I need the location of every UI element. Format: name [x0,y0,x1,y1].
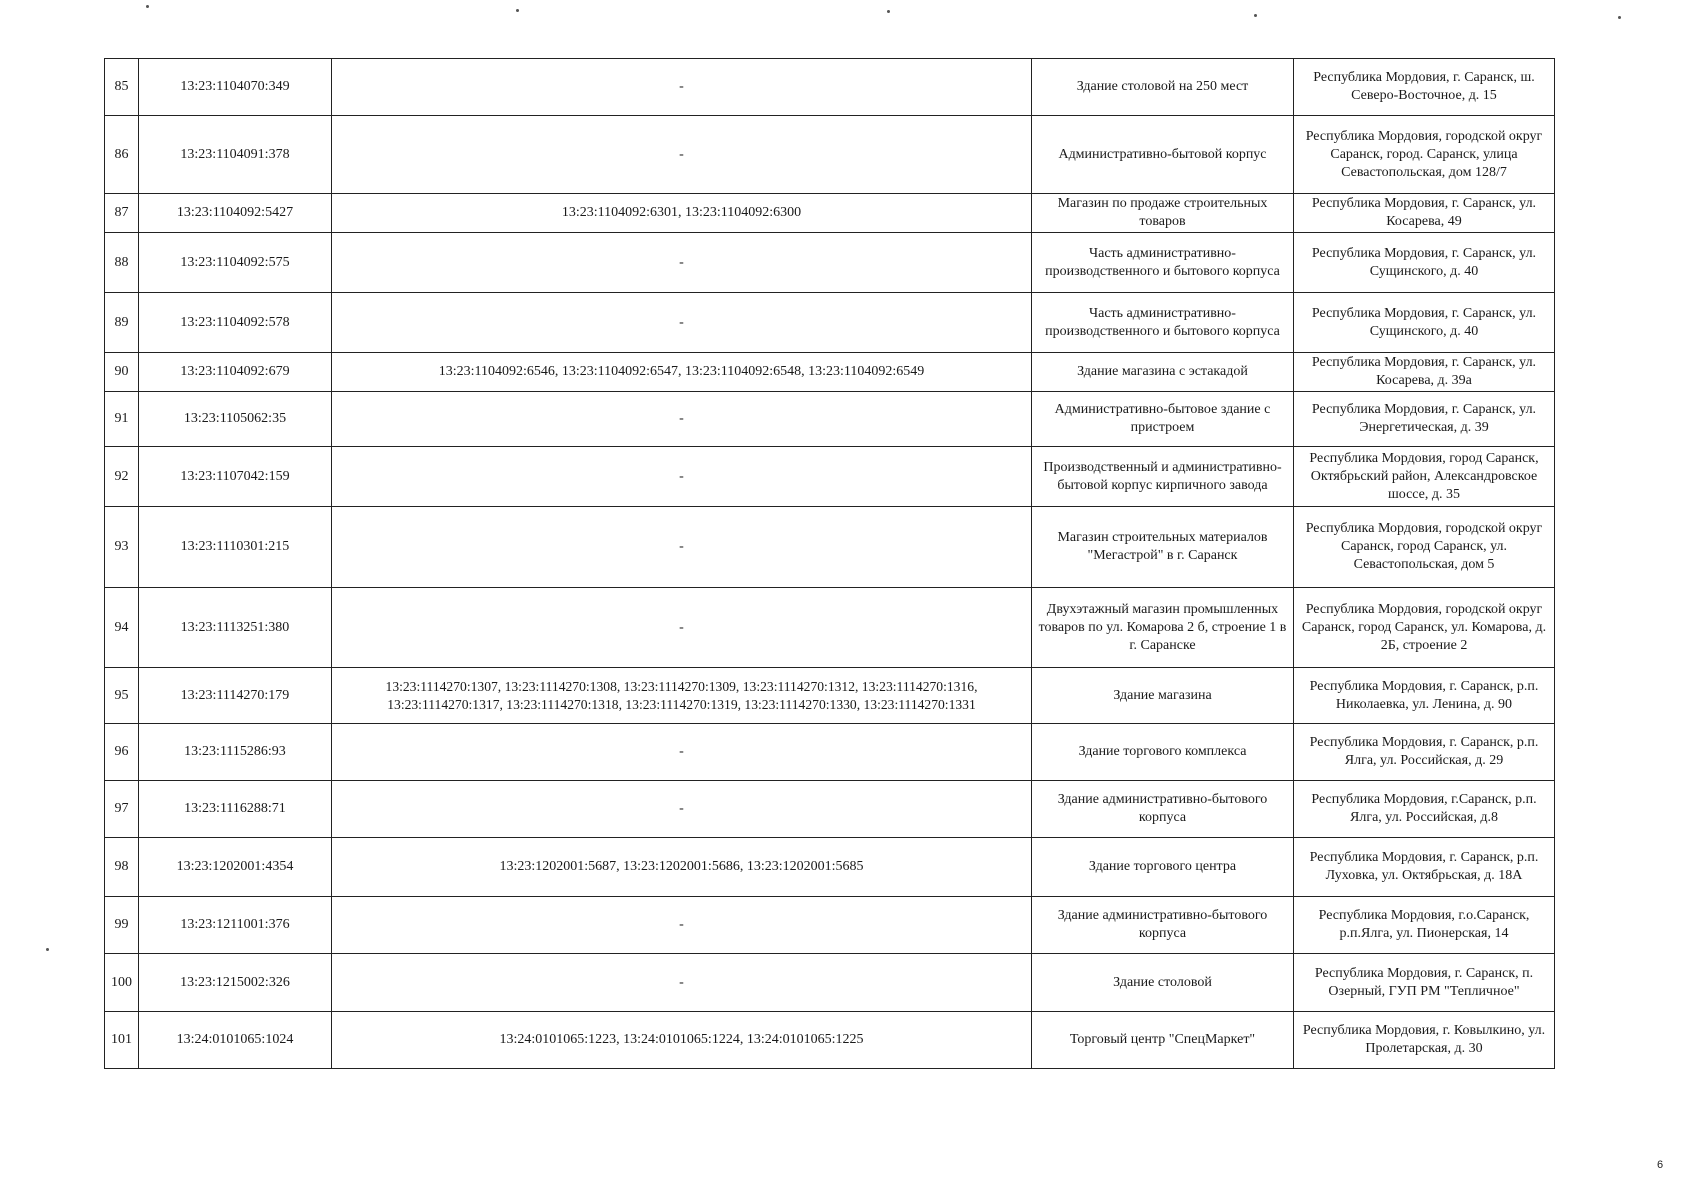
related-objects-cell: - [332,507,1032,588]
scan-speck [516,9,519,12]
related-objects-cell: 13:23:1104092:6301, 13:23:1104092:6300 [332,194,1032,233]
object-name-cell: Производственный и административно-бытовой корпус кирпичного завода [1032,447,1294,507]
table-row [105,233,1555,293]
object-name-cell: Здание административно-бытового корпуса [1032,897,1294,954]
table-row [105,668,1555,724]
object-name-cell: Здание магазина [1032,668,1294,724]
cadastral-number-cell: 13:23:1104070:349 [139,59,332,116]
row-number-cell: 98 [105,838,139,897]
object-name-cell: Здание торгового комплекса [1032,724,1294,781]
address-cell: Республика Мордовия, г. Ковылкино, ул. Пролетарская, д. 30 [1294,1012,1555,1069]
address-cell: Республика Мордовия, г. Саранск, ул. Косарева, 49 [1294,194,1555,233]
row-number-cell: 88 [105,233,139,293]
registry-table-body [105,59,1555,1069]
object-name-cell: Магазин по продаже строительных товаров [1032,194,1294,233]
row-number-cell: 93 [105,507,139,588]
related-objects-cell: 13:23:1114270:1307, 13:23:1114270:1308, 13:23:1114270:1309, 13:23:1114270:1312, 13:23:1114270:1316, 13:23:1114270:1317, 13:23:1114270:1318, 13:23:1114270:1319, 13:23:1114270:1330, 13:23:1114270:1331 [332,668,1032,724]
address-cell: Республика Мордовия, городской округ Саранск, город. Саранск, улица Севастопольская, дом 128/7 [1294,116,1555,194]
scan-speck [1618,16,1621,19]
object-name-cell: Торговый центр "СпецМаркет" [1032,1012,1294,1069]
table-row [105,724,1555,781]
related-objects-cell: - [332,59,1032,116]
related-objects-cell: - [332,392,1032,447]
row-number-cell: 92 [105,447,139,507]
cadastral-number-cell: 13:23:1104092:575 [139,233,332,293]
object-name-cell: Двухэтажный магазин промышленных товаров по ул. Комарова 2 б, строение 1 в г. Саранске [1032,588,1294,668]
table-row [105,392,1555,447]
table-row [105,116,1555,194]
cadastral-number-cell: 13:23:1113251:380 [139,588,332,668]
row-number-cell: 95 [105,668,139,724]
related-objects-cell: - [332,954,1032,1012]
row-number-cell: 101 [105,1012,139,1069]
address-cell: Республика Мордовия, городской округ Саранск, город Саранск, ул. Севастопольская, дом 5 [1294,507,1555,588]
table-row [105,588,1555,668]
table-row [105,954,1555,1012]
row-number-cell: 90 [105,353,139,392]
cadastral-number-cell: 13:23:1114270:179 [139,668,332,724]
cadastral-number-cell: 13:23:1105062:35 [139,392,332,447]
object-name-cell: Часть административно-производственного и бытового корпуса [1032,233,1294,293]
object-name-cell: Административно-бытовое здание с пристроем [1032,392,1294,447]
address-cell: Республика Мордовия, г. Саранск, ш. Северо-Восточное, д. 15 [1294,59,1555,116]
related-objects-cell: - [332,233,1032,293]
cadastral-number-cell: 13:23:1104092:578 [139,293,332,353]
address-cell: Республика Мордовия, г. Саранск, ул. Энергетическая, д. 39 [1294,392,1555,447]
address-cell: Республика Мордовия, г.о.Саранск, р.п.Ялга, ул. Пионерская, 14 [1294,897,1555,954]
table-row [105,293,1555,353]
cadastral-number-cell: 13:23:1115286:93 [139,724,332,781]
address-cell: Республика Мордовия, г. Саранск, ул. Сущинского, д. 40 [1294,233,1555,293]
object-name-cell: Магазин строительных материалов "Мегастрой" в г. Саранск [1032,507,1294,588]
address-cell: Республика Мордовия, г.Саранск, р.п. Ялга, ул. Российская, д.8 [1294,781,1555,838]
table-row [105,1012,1555,1069]
table-row [105,897,1555,954]
row-number-cell: 86 [105,116,139,194]
table-row [105,353,1555,392]
cadastral-number-cell: 13:23:1104091:378 [139,116,332,194]
object-name-cell: Здание административно-бытового корпуса [1032,781,1294,838]
row-number-cell: 96 [105,724,139,781]
related-objects-cell: 13:23:1202001:5687, 13:23:1202001:5686, 13:23:1202001:5685 [332,838,1032,897]
address-cell: Республика Мордовия, г. Саранск, р.п. Николаевка, ул. Ленина, д. 90 [1294,668,1555,724]
object-name-cell: Административно-бытовой корпус [1032,116,1294,194]
page-number: 6 [1657,1159,1664,1171]
row-number-cell: 89 [105,293,139,353]
address-cell: Республика Мордовия, г. Саранск, р.п. Ялга, ул. Российская, д. 29 [1294,724,1555,781]
object-name-cell: Здание торгового центра [1032,838,1294,897]
object-name-cell: Здание столовой на 250 мест [1032,59,1294,116]
related-objects-cell: - [332,724,1032,781]
table-row [105,59,1555,116]
related-objects-cell: - [332,781,1032,838]
row-number-cell: 85 [105,59,139,116]
table-row [105,447,1555,507]
row-number-cell: 94 [105,588,139,668]
related-objects-cell: - [332,293,1032,353]
address-cell: Республика Мордовия, г. Саранск, ул. Сущинского, д. 40 [1294,293,1555,353]
cadastral-number-cell: 13:23:1116288:71 [139,781,332,838]
related-objects-cell: 13:24:0101065:1223, 13:24:0101065:1224, 13:24:0101065:1225 [332,1012,1032,1069]
cadastral-number-cell: 13:23:1211001:376 [139,897,332,954]
related-objects-cell: 13:23:1104092:6546, 13:23:1104092:6547, 13:23:1104092:6548, 13:23:1104092:6549 [332,353,1032,392]
address-cell: Республика Мордовия, город Саранск, Октябрьский район, Александровское шоссе, д. 35 [1294,447,1555,507]
table-row [105,507,1555,588]
scan-speck [146,5,149,8]
scan-speck [1254,14,1257,17]
address-cell: Республика Мордовия, г. Саранск, р.п. Луховка, ул. Октябрьская, д. 18А [1294,838,1555,897]
table-row [105,194,1555,233]
cadastral-number-cell: 13:23:1202001:4354 [139,838,332,897]
address-cell: Республика Мордовия, г. Саранск, ул. Косарева, д. 39а [1294,353,1555,392]
related-objects-cell: - [332,447,1032,507]
address-cell: Республика Мордовия, городской округ Саранск, город Саранск, ул. Комарова, д. 2Б, строение 2 [1294,588,1555,668]
address-cell: Республика Мордовия, г. Саранск, п. Озерный, ГУП РМ "Тепличное" [1294,954,1555,1012]
object-name-cell: Здание столовой [1032,954,1294,1012]
related-objects-cell: - [332,897,1032,954]
object-name-cell: Часть административно-производственного и бытового корпуса [1032,293,1294,353]
row-number-cell: 99 [105,897,139,954]
scan-speck [887,10,890,13]
cadastral-number-cell: 13:23:1104092:679 [139,353,332,392]
related-objects-cell: - [332,116,1032,194]
row-number-cell: 100 [105,954,139,1012]
cadastral-number-cell: 13:23:1110301:215 [139,507,332,588]
scan-speck [46,948,49,951]
row-number-cell: 91 [105,392,139,447]
cadastral-number-cell: 13:23:1104092:5427 [139,194,332,233]
row-number-cell: 87 [105,194,139,233]
related-objects-cell: - [332,588,1032,668]
cadastral-number-cell: 13:23:1215002:326 [139,954,332,1012]
registry-table [104,58,1555,1069]
cadastral-number-cell: 13:24:0101065:1024 [139,1012,332,1069]
cadastral-number-cell: 13:23:1107042:159 [139,447,332,507]
row-number-cell: 97 [105,781,139,838]
object-name-cell: Здание магазина с эстакадой [1032,353,1294,392]
table-row [105,838,1555,897]
table-row [105,781,1555,838]
